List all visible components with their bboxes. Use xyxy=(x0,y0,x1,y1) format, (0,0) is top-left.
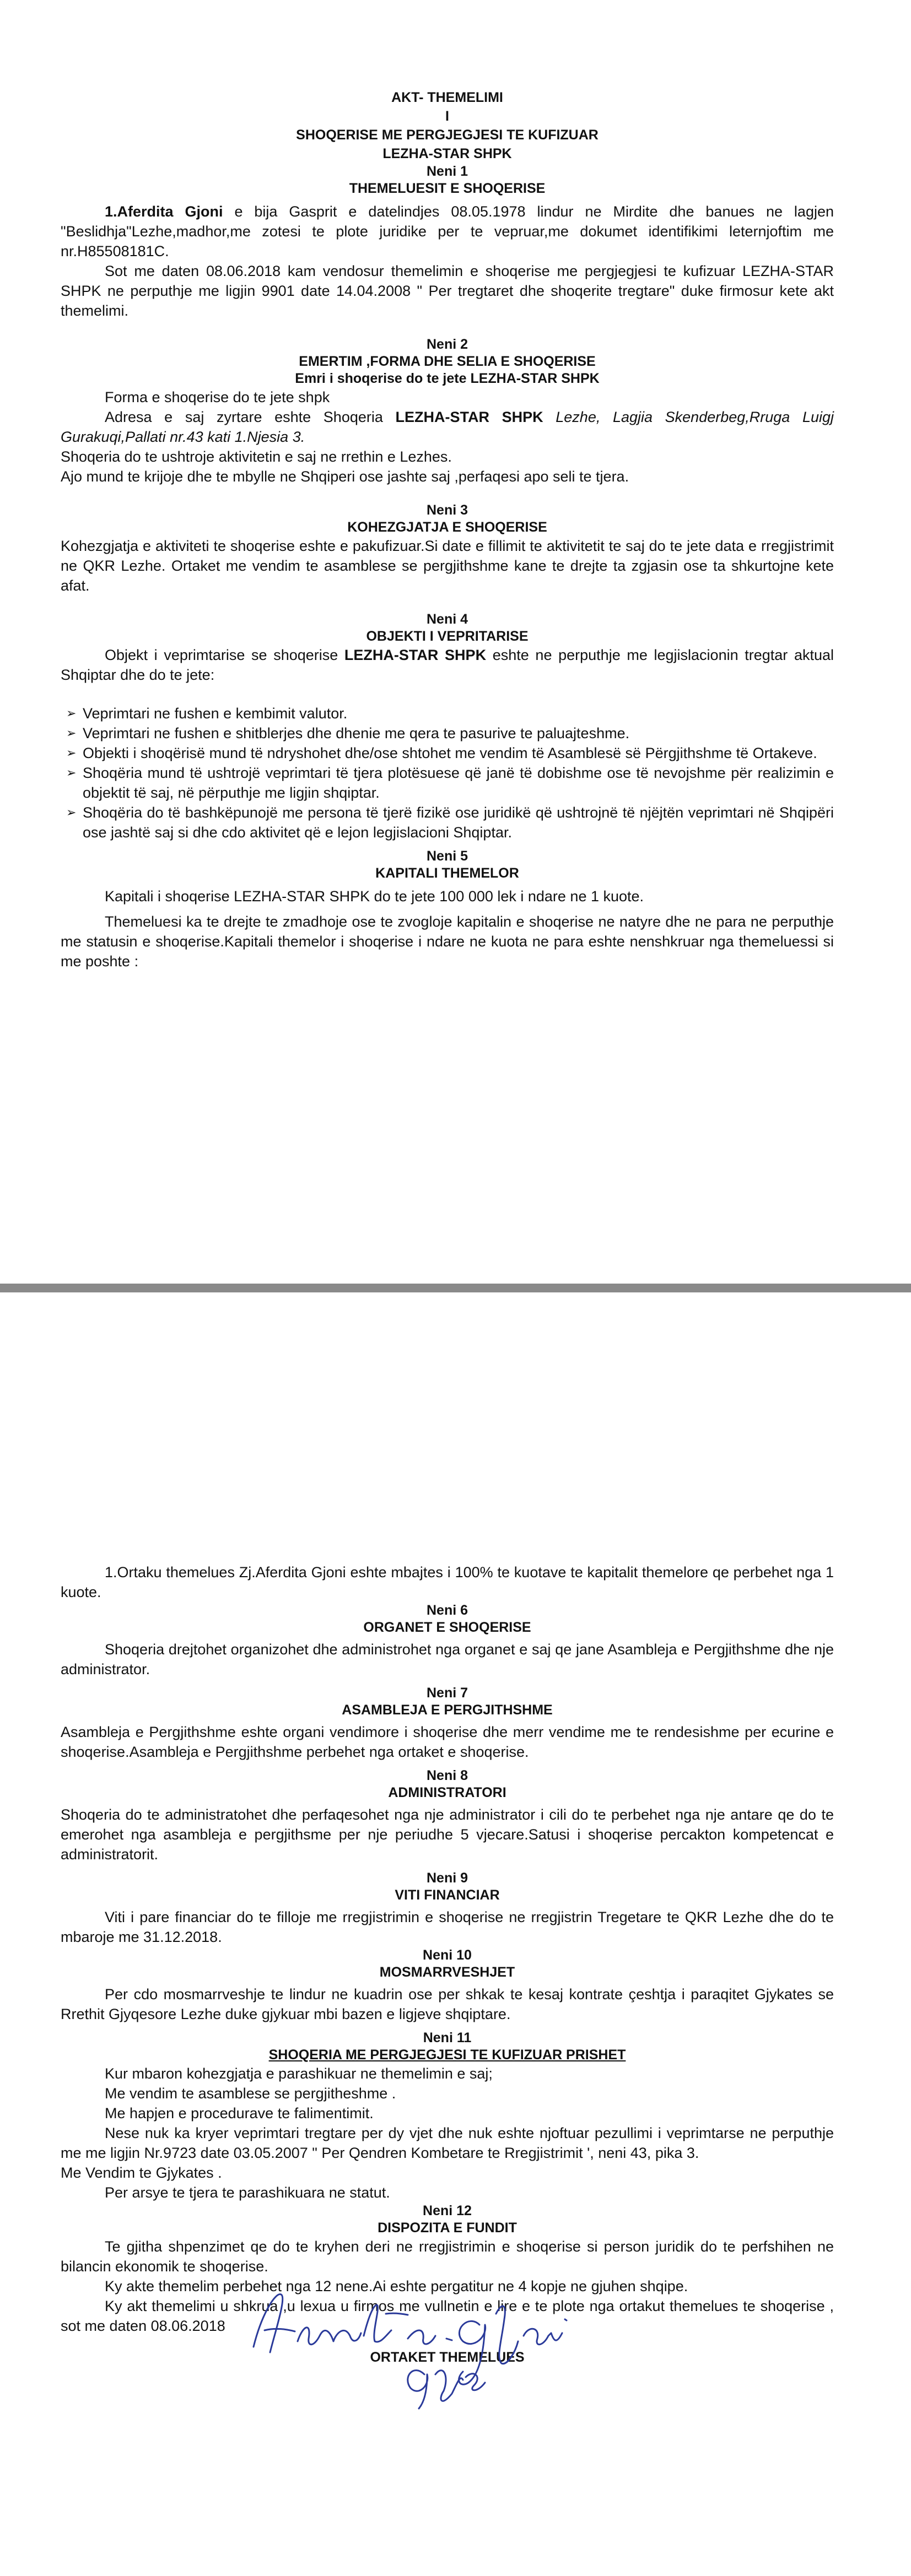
neni-2-paragraph-4: Ajo mund te krijoje dhe te mbylle ne Shqiperi ose jashte saj ,perfaqesi apo seli te tjera. xyxy=(61,468,629,485)
neni-11-heading: SHOQERIA ME PERGJEGJESI TE KUFIZUAR PRISHET xyxy=(268,2047,626,2063)
neni-2-paragraph-1: Forma e shoqerise do te jete shpk xyxy=(105,389,330,405)
neni-2-heading: EMERTIM ,FORMA DHE SELIA E SHOQERISE xyxy=(299,354,596,369)
list-item: ➢ Shoqëria do të bashkëpunojë me persona të tjerë fizikë ose juridikë që ushtrojnë të njëjtën veprimtari në Shqipëri ose jashtë saj si dhe cdo aktivitet që e lejon legjislacioni Shqiptar. xyxy=(61,803,834,842)
neni-9-paragraph-1: Viti i pare financiar do te filloje me rregjistrimin e shoqerise ne rregjistrin Tregetare te QKR Lezhe dhe do te mbaroje me 31.12.2018. xyxy=(61,1909,834,1945)
neni-11-line-3: Me hapjen e procedurave te falimentimit. xyxy=(105,2105,374,2122)
neni-8-paragraph-1: Shoqeria do te administratohet dhe perfaqesohet nga nje administrator i cili do te perbehet nga nje antare qe do te emerohet nga asambleja e pergjithsme per nje periudhe 5 vjecare.Satusi i shoqerise percakton kompetencat e administratorit. xyxy=(61,1806,834,1863)
neni-10-label: Neni 10 xyxy=(423,1947,472,1963)
neni-1-label: Neni 1 xyxy=(426,164,468,179)
neni-2-label: Neni 2 xyxy=(426,337,468,352)
neni-1-heading: THEMELUESIT E SHOQERISE xyxy=(349,181,546,196)
neni-11-line-1: Kur mbaron kohezgjatja e parashikuar ne themelimin e saj; xyxy=(105,2065,493,2082)
neni-3-heading: KOHEZGJATJA E SHOQERISE xyxy=(347,519,547,535)
neni-5-label: Neni 5 xyxy=(426,848,468,864)
activities-list xyxy=(61,703,834,842)
neni-11-line-6: Per arsye te tjera te parashikuara ne statut. xyxy=(105,2184,390,2201)
list-item: ➢ Veprimtari ne fushen e kembimit valutor. xyxy=(61,703,834,723)
neni-10-heading: MOSMARRVESHJET xyxy=(379,1965,515,1980)
neni-5-paragraph-2: Themeluesi ka te drejte te zmadhoje ose te zvogloje kapitalin e shoqerise ne natyre dhe ne para ne perputhje me statusin e shoqerise.Kapitali themelor i shoqerise i ndare ne kuota ne para eshte nenshkruar nga themeluessi si me poshte : xyxy=(61,913,834,970)
handwritten-signature xyxy=(242,2281,661,2413)
neni-2-subheading: Emri i shoqerise do te jete LEZHA-STAR SHPK xyxy=(295,371,600,386)
neni-6-paragraph-1: Shoqeria drejtohet organizohet dhe administrohet nga organet e saj qe jane Asambleja e Pergjithshme dhe nje administrator. xyxy=(61,1641,834,1677)
title-line-4: LEZHA-STAR SHPK xyxy=(382,146,512,161)
neni-10-paragraph-1: Per cdo mosmarrveshje te lindur ne kuadrin ose per shkak te kesaj kontrate çeshtja i paraqitet Gjykates se Rrethit Gjyqesore Lezhe duke gjykuar mbi bazen e ligjeve shqiptare. xyxy=(61,1986,834,2022)
arrow-bullet-icon: ➢ xyxy=(66,766,77,780)
neni-12-paragraph-2: Ky akte themelim perbehet nga 12 nene.Ai eshte pergatitur ne 4 kopje ne gjuhen shqipe. xyxy=(105,2278,688,2294)
neni-4-label: Neni 4 xyxy=(426,611,468,627)
neni-12-paragraph-3: Ky akt themelimi u shkrua ,u lexua u firmos me vullnetin e lire e te plote nga ortakut themelues te shoqerise , sot me daten 08.06.2018 xyxy=(61,2298,834,2334)
neni-9-label: Neni 9 xyxy=(426,1870,468,1886)
neni-12-heading: DISPOZITA E FUNDIT xyxy=(378,2220,517,2236)
neni-5-paragraph-3: 1.Ortaku themelues Zj.Aferdita Gjoni eshte mbajtes i 100% te kuotave te kapitalit themelore qe perbehet nga 1 kuote. xyxy=(61,1564,834,1600)
arrow-bullet-icon: ➢ xyxy=(66,746,77,760)
neni-5-heading: KAPITALI THEMELOR xyxy=(375,865,519,881)
arrow-bullet-icon: ➢ xyxy=(66,726,77,740)
neni-7-label: Neni 7 xyxy=(426,1685,468,1701)
neni-11-line-5: Me Vendim te Gjykates . xyxy=(61,2164,222,2181)
document-page-1 xyxy=(0,0,911,1284)
document-title xyxy=(61,88,834,163)
arrow-bullet-icon: ➢ xyxy=(66,706,77,720)
neni-2-paragraph-2: Adresa e saj zyrtare eshte Shoqeria LEZHA-STAR SHPK Lezhe, Lagjia Skenderbeg,Rruga Luigj Gurakuqi,Pallati nr.43 kati 1.Njesia 3. xyxy=(61,409,834,445)
neni-3-paragraph-1: Kohezgjatja e aktiviteti te shoqerise eshte e pakufizuar.Si date e fillimit te aktivitetit te saj do te jete data e rregjistrimit ne QKR Lezhe. Ortaket me vendim te asamblese se pergjithshme kane te drejte ta zgjasin ose ta shkurtojne kete afat. xyxy=(61,538,834,594)
neni-1-paragraph-2: Sot me daten 08.06.2018 kam vendosur themelimin e shoqerise me pergjegjesi te kufizuar LEZHA-STAR SHPK ne perputhje me ligjin 9901 date 14.04.2008 " Per tregtaret dhe shoqerite tregtare" duke firmosur kete akt themelimi. xyxy=(61,263,834,319)
list-item: ➢ Shoqëria mund të ushtrojë veprimtari të tjera plotësuese që janë të dobishme ose të nevojshme për realizimin e objektit të saj, në përputhje me ligjin shqiptar. xyxy=(61,763,834,803)
neni-8-label: Neni 8 xyxy=(426,1768,468,1783)
neni-3-label: Neni 3 xyxy=(426,502,468,518)
neni-12-paragraph-1: Te gjitha shpenzimet qe do te kryhen deri ne rregjistrimin e shoqerise si person juridik do te perfshihen ne bilancin ekonomik te shoqerise. xyxy=(61,2238,834,2275)
neni-1-paragraph-1: 1.Aferdita Gjoni e bija Gasprit e datelindjes 08.05.1978 lindur ne Mirdite dhe banues ne lagjen "Beslidhja"Lezhe,madhor,me zotesi te plote juridike per te vepruar,me dokumet identifikimi leternjoftim me nr.H85508181C. xyxy=(61,203,834,259)
neni-6-heading: ORGANET E SHOQERISE xyxy=(363,1620,531,1635)
founder-name: 1.Aferdita Gjoni xyxy=(105,203,223,220)
title-line-3: SHOQERISE ME PERGJEGJESI TE KUFIZUAR xyxy=(296,127,599,143)
list-item: ➢ Objekti i shoqërisë mund të ndryshohet dhe/ose shtohet me vendim të Asamblesë së Përgjithshme të Ortakeve. xyxy=(61,743,834,763)
neni-7-paragraph-1: Asambleja e Pergjithshme eshte organi vendimore i shoqerise dhe merr vendime me te rendesishme per ecurine e shoqerise.Asambleja e Pergjithshme perbehet nga ortaket e shoqerise. xyxy=(61,1724,834,1760)
neni-4-paragraph-1: Objekt i veprimtarise se shoqerise LEZHA-STAR SHPK eshte ne perputhje me legjislacionin tregtar aktual Shqiptar dhe do te jete: xyxy=(61,647,834,683)
title-line-1: AKT- THEMELIMI xyxy=(391,90,503,105)
neni-2-paragraph-3: Shoqeria do te ushtroje aktivitetin e saj ne rrethin e Lezhes. xyxy=(61,448,452,465)
neni-12-label: Neni 12 xyxy=(423,2203,472,2218)
neni-7-heading: ASAMBLEJA E PERGJITHSHME xyxy=(342,1702,553,1718)
neni-4-heading: OBJEKTI I VEPRITARISE xyxy=(366,629,529,644)
neni-11-line-2: Me vendim te asamblese se pergjitheshme . xyxy=(105,2085,396,2102)
neni-5-paragraph-1: Kapitali i shoqerise LEZHA-STAR SHPK do te jete 100 000 lek i ndare ne 1 kuote. xyxy=(105,888,644,905)
founders-heading: ORTAKET THEMELUES xyxy=(370,2350,525,2365)
arrow-bullet-icon: ➢ xyxy=(66,805,77,819)
neni-9-heading: VITI FINANCIAR xyxy=(395,1887,500,1903)
neni-6-label: Neni 6 xyxy=(426,1603,468,1618)
neni-8-heading: ADMINISTRATORI xyxy=(388,1785,506,1800)
neni-11-label: Neni 11 xyxy=(423,2030,472,2045)
neni-11-line-4: Nese nuk ka kryer veprimtari tregtare per dy vjet dhe nuk eshte njoftuar pezullimi i veprimtarse ne perputhje me me ligjin Nr.9723 date 03.05.2007 " Per Qendren Kombetare te Rregjistrimit ', neni 43, pika 3. xyxy=(61,2125,834,2161)
list-item: ➢ Veprimtari ne fushen e shitblerjes dhe dhenie me qera te pasurive te paluajteshme. xyxy=(61,723,834,743)
title-line-2: I xyxy=(445,109,449,124)
